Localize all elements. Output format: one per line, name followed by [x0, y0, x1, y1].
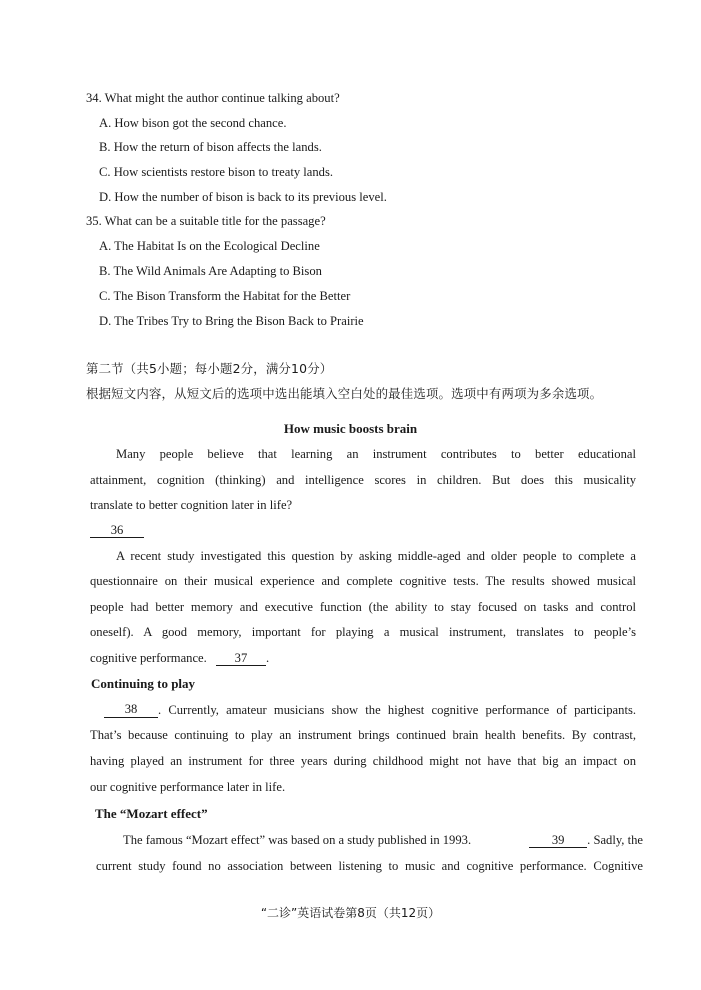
paragraph-1-line-3: translate to better cognition later in life?: [90, 498, 293, 512]
paragraph-3-line-3: having played an instrument for three years during childhood might not have that big an impact on: [90, 754, 636, 768]
question-35-option-a: A. The Habitat Is on the Ecological Decline: [99, 239, 320, 253]
blank-38: 38: [104, 702, 158, 718]
section-2-instruction: 根据短文内容，从短文后的选项中选出能填入空白处的最佳选项。选项中有两项为多余选项。: [86, 386, 603, 401]
question-35-option-b: B. The Wild Animals Are Adapting to Bison: [99, 264, 322, 278]
blank-37-period: .: [265, 651, 270, 665]
paragraph-4-first-tail: . Sadly, the: [587, 833, 643, 847]
paragraph-2-last-text: cognitive performance.: [90, 651, 207, 665]
question-34-option-d: D. How the number of bison is back to its previous level.: [99, 190, 387, 204]
paragraph-2-line-1: A recent study investigated this question by asking middle-aged and older people to complete a: [116, 549, 636, 563]
paragraph-2-line-5: [90, 650, 269, 666]
paragraph-3-first-text: . Currently, amateur musicians show the highest cognitive performance of participants.: [158, 703, 636, 717]
paragraph-1-line-2: attainment, cognition (thinking) and intelligence scores in children. But does this musicality: [90, 473, 636, 487]
passage-title: How music boosts brain: [283, 421, 418, 436]
paragraph-4-first-text: The famous “Mozart effect” was based on a study published in 1993.: [123, 833, 472, 847]
paragraph-3-line-4: our cognitive performance later in life.: [90, 780, 286, 794]
subhead-mozart-effect: The “Mozart effect”: [95, 806, 208, 821]
question-34-option-b: B. How the return of bison affects the lands.: [99, 140, 322, 154]
blank-37: 37: [216, 651, 266, 666]
question-35-stem: 35. What can be a suitable title for the passage?: [86, 214, 326, 228]
paragraph-2-line-4: oneself). A good memory, important for playing a musical instrument, translates to people’s: [90, 625, 636, 639]
paragraph-4-line-1: [123, 832, 643, 848]
paragraph-4-line-2: current study found no association between listening to music and cognitive performance. Cognitive: [96, 859, 643, 873]
page-footer: “二诊”英语试卷第8页（共12页）: [260, 906, 441, 920]
paragraph-3-line-2: That’s because continuing to play an instrument brings continued brain health benefits. By contrast,: [90, 728, 636, 742]
question-35-option-c: C. The Bison Transform the Habitat for the Better: [99, 289, 351, 303]
question-34-option-a: A. How bison got the second chance.: [99, 116, 287, 130]
blank-36: 36: [90, 523, 144, 538]
section-2-header: 第二节（共5小题；每小题2分，满分10分）: [86, 361, 333, 376]
paragraph-2-line-2: questionnaire on their musical experience and complete cognitive tests. The results showed musical: [90, 574, 636, 588]
subhead-continuing-to-play: Continuing to play: [91, 676, 196, 691]
question-34-stem: 34. What might the author continue talking about?: [86, 91, 340, 105]
blank-39: 39: [529, 833, 587, 848]
paragraph-2-line-3: people had better memory and executive function (the ability to stay focused on tasks and control: [90, 600, 636, 614]
question-34-option-c: C. How scientists restore bison to treaty lands.: [99, 165, 333, 179]
blank-36-line: [90, 522, 144, 538]
paragraph-1-line-1: Many people believe that learning an instrument contributes to better educational: [116, 447, 636, 461]
paragraph-3-line-1: [104, 702, 636, 718]
question-35-option-d: D. The Tribes Try to Bring the Bison Back to Prairie: [99, 314, 364, 328]
